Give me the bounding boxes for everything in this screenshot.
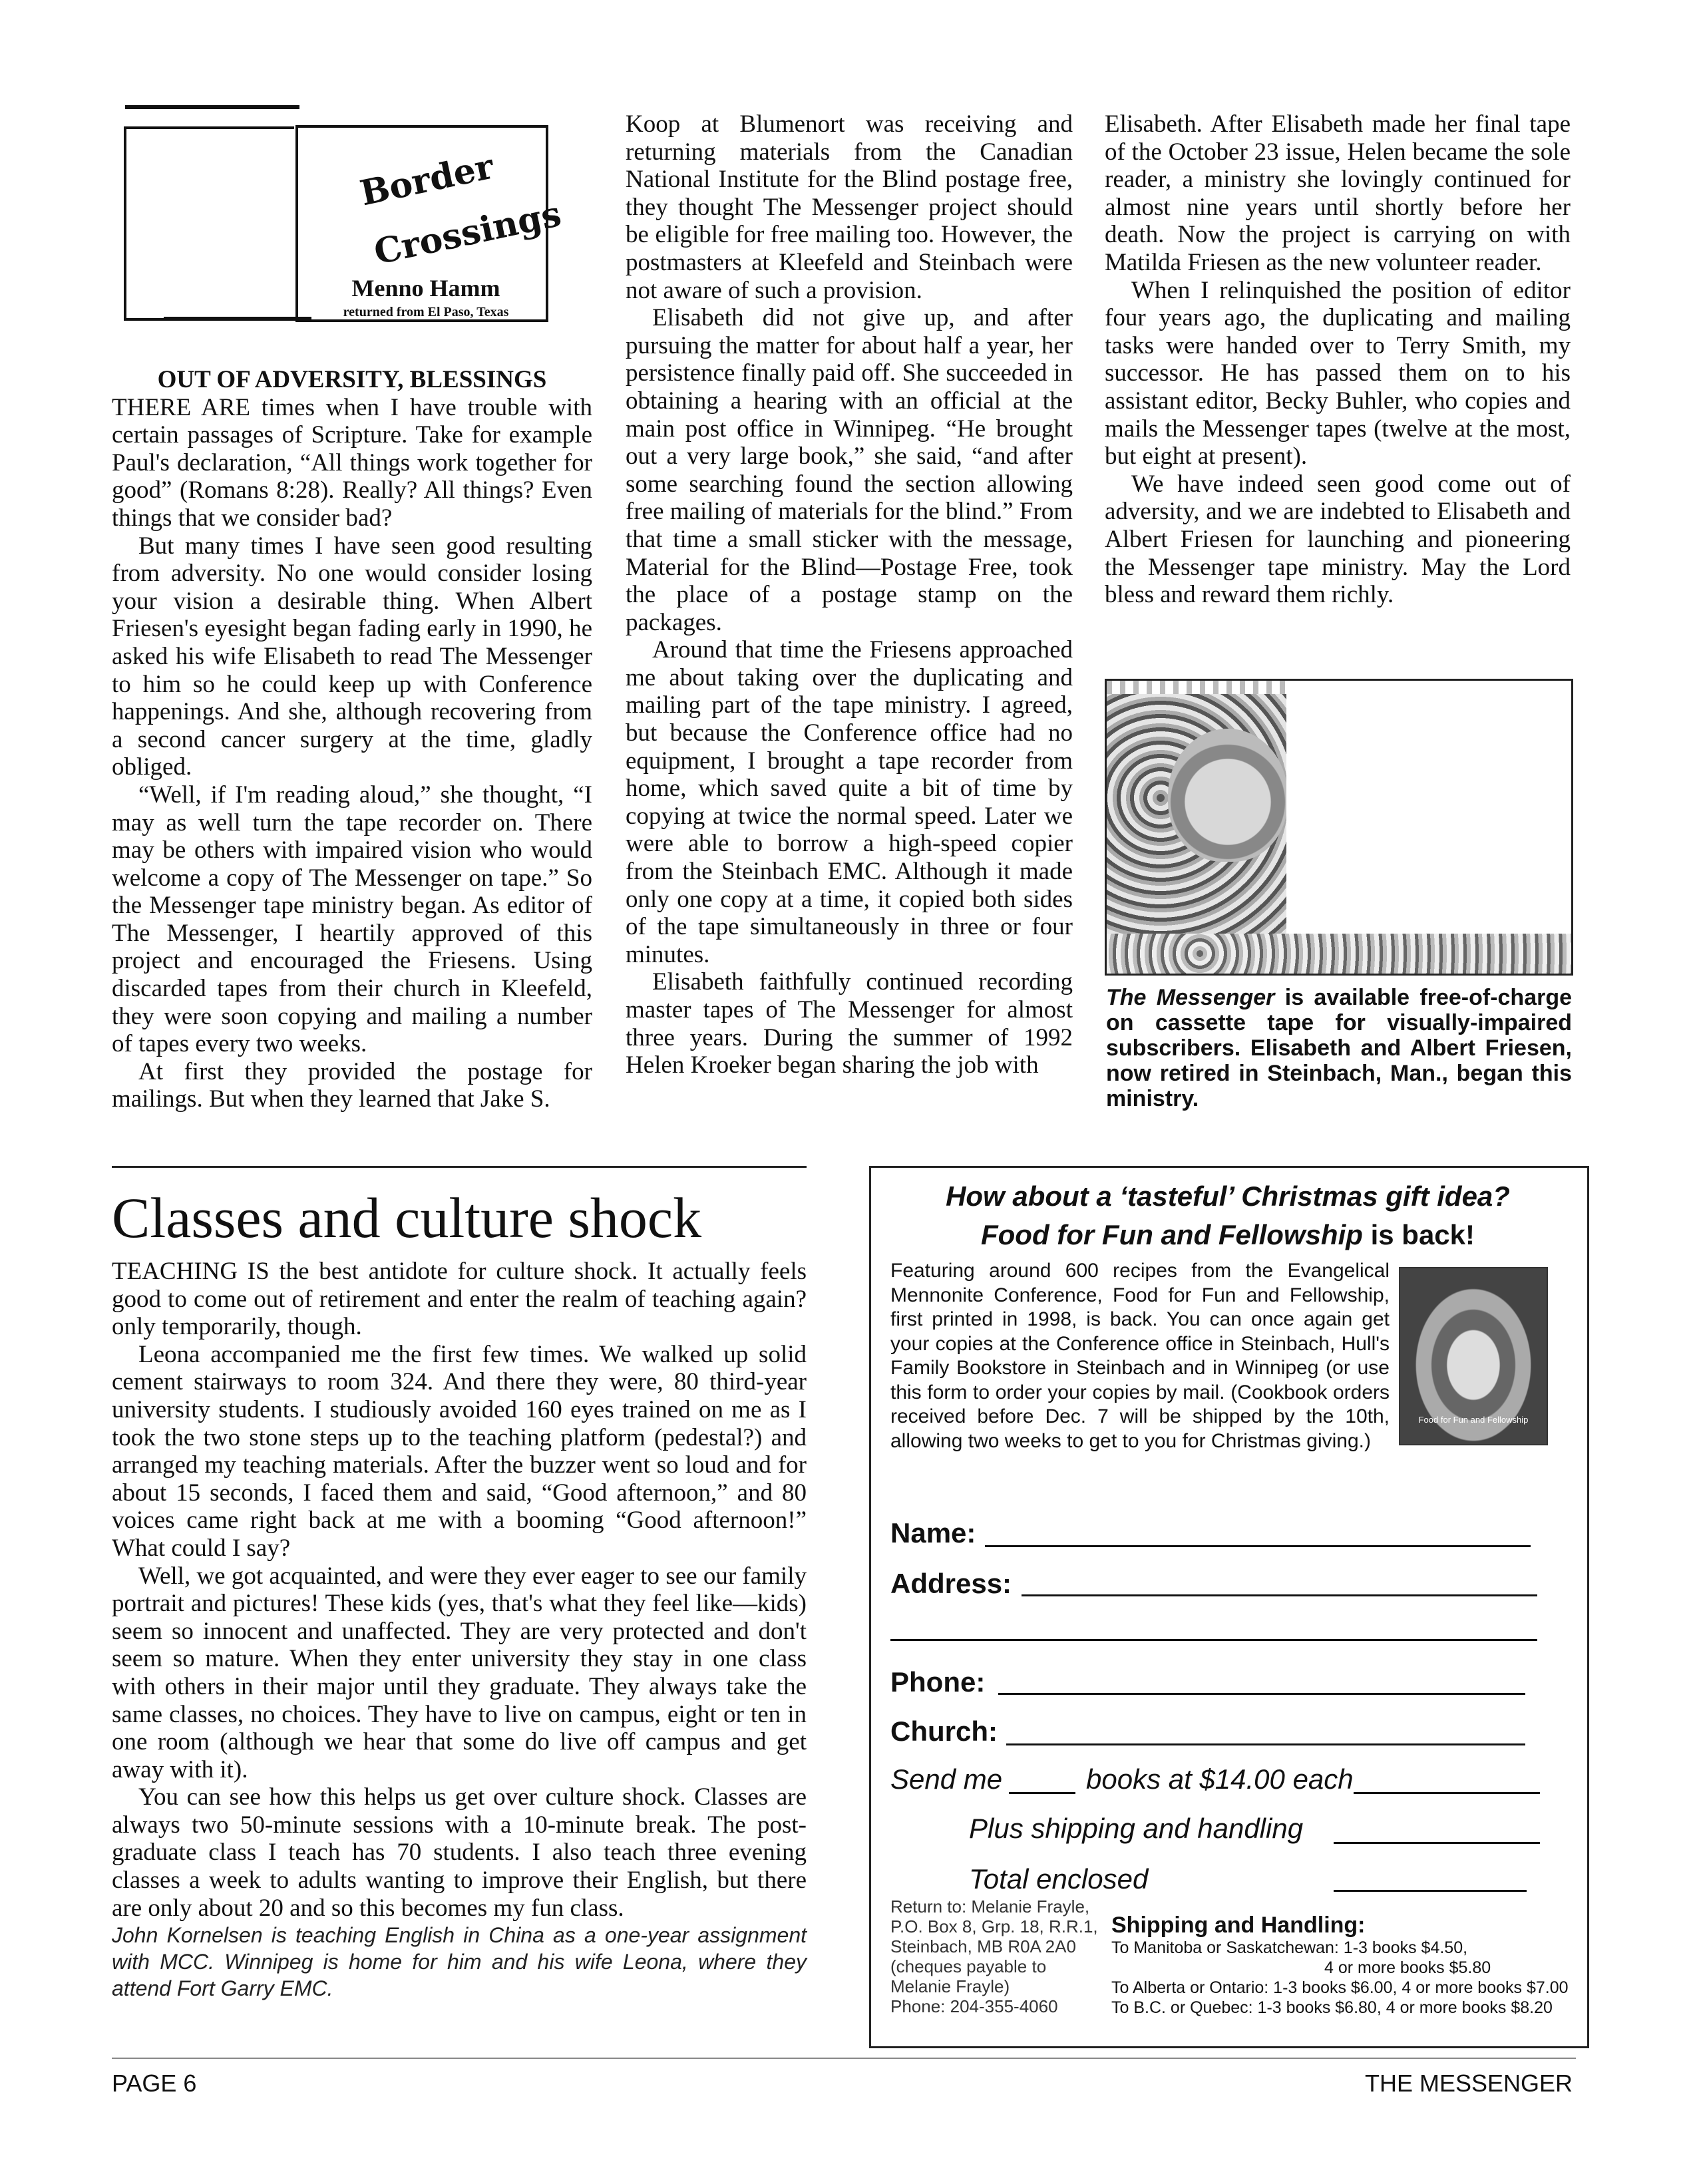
phone-label: Phone: xyxy=(890,1666,986,1698)
shipping-rate-line: To Alberta or Ontario: 1-3 books $6.00, 4 or more books $7.00 xyxy=(1111,1978,1569,1997)
address-field-line-2[interactable] xyxy=(890,1639,1537,1641)
article1-paragraph: “Well, if I'm reading aloud,” she thought, “I may as well turn the tape recorder on. There may be others with impaired vision who would welcome a copy of The Messenger on tape.” So the Messenger tape ministry began. As editor of The Messenger, I heartily approved of this project and encouraged the Friesens. Using discarded tapes from their church in Kleefeld, they were soon copying and mailing a number of tapes every two weeks. xyxy=(112,781,592,1058)
column-author: Menno Hamm xyxy=(351,275,500,301)
footer-rule xyxy=(112,2058,1576,2059)
logo-text-crossings: Crossings xyxy=(370,194,565,273)
article1-paragraph: Elisabeth faithfully continued recording master tapes of The Messenger for almost three years. During the summer of 1992 Helen Kroeker began sharing the job with xyxy=(626,968,1073,1079)
shipping-handling-label: Plus shipping and handling xyxy=(969,1813,1304,1844)
church-field[interactable] xyxy=(1006,1743,1525,1745)
shipping-rate-line: To Manitoba or Saskatchewan: 1-3 books $4.50, xyxy=(1111,1938,1468,1957)
logo-frame-inner-box xyxy=(124,126,294,321)
ad-headline-1: How about a ‘tasteful’ Christmas gift idea? xyxy=(946,1181,1510,1212)
article1-column-2 xyxy=(626,110,1073,1079)
article1-paragraph: THERE ARE times when I have trouble with certain passages of Scripture. Take for example Paul's declaration, “All things work together for good” (Romans 8:28). Really? All things? Even things that we consider bad? xyxy=(112,393,592,532)
shipping-field[interactable] xyxy=(1334,1842,1540,1844)
church-label: Church: xyxy=(890,1716,998,1747)
cookbook-cover-title: Food for Fun and Fellowship xyxy=(1418,1415,1529,1425)
article1-paragraph: We have indeed seen good come out of adversity, and we are indebted to Elisabeth and Albert Friesen for launching and pioneering the Messenger tape ministry. May the Lord bless and reward them richly. xyxy=(1105,470,1571,609)
logo-frame-top-bar xyxy=(125,105,299,109)
return-line: P.O. Box 8, Grp. 18, R.R.1, xyxy=(890,1916,1098,1936)
ad-headline-2 xyxy=(872,1219,1584,1251)
photo-caption-text: is available free-of-charge on cassette tape for visually-impaired subscribers. Elisabeth and Albert Friesen, now retired in Steinbach, Man., began this ministry. xyxy=(1106,985,1573,1111)
shipping-rates xyxy=(1111,1912,1577,2018)
total-field[interactable] xyxy=(1334,1890,1527,1892)
article2-body xyxy=(112,1258,807,2002)
return-line: Return to: Melanie Frayle, xyxy=(890,1897,1090,1916)
phone-field[interactable] xyxy=(998,1693,1525,1695)
article1-column-3 xyxy=(1105,110,1571,609)
logo-text-border: Border xyxy=(356,146,497,214)
send-me-label: Send me xyxy=(890,1763,1003,1795)
name-field[interactable] xyxy=(985,1545,1531,1547)
article2-top-rule xyxy=(112,1166,807,1168)
address-field[interactable] xyxy=(1022,1594,1537,1596)
article1-heading: OUT OF ADVERSITY, BLESSINGS xyxy=(157,366,547,393)
article2-title: Classes and culture shock xyxy=(112,1186,702,1250)
logo-frame-bottom-bar xyxy=(164,317,311,321)
article1-paragraph: Koop at Blumenort was receiving and returning materials from the Canadian National Institute for the Blind postage free, they thought The Messenger project should be eligible for free mailing too. However, the postmasters at Kleefeld and Steinbach were not aware of such a provision. xyxy=(626,110,1073,304)
cookbook-cover-image xyxy=(1399,1267,1548,1445)
article1-column-1 xyxy=(112,366,592,1113)
shipping-rate-line: 4 or more books $5.80 xyxy=(1324,1958,1491,1977)
footer-publication: THE MESSENGER xyxy=(1364,2070,1573,2097)
total-enclosed-label: Total enclosed xyxy=(969,1863,1149,1895)
article2-paragraph: Leona accompanied me the first few times. We walked up solid cement stairways to room 324. And there they were, 80 third-year university students. I studiously avoided 160 eyes trained on me as I took the two stone steps up to the teaching platform (pedestal?) and arranged my teaching materials. After the buzzer went so loud and for about 15 seconds, I faced them and said, “Good afternoon,” and 80 voices came right back at me with a booming “Good afternoon!” What could I say? xyxy=(112,1340,807,1562)
shipping-title: Shipping and Handling: xyxy=(1111,1912,1366,1938)
article1-paragraph: At first they provided the postage for mailings. But when they learned that Jake S. xyxy=(112,1057,592,1113)
photo-caption xyxy=(1106,985,1572,1111)
shipping-rate-line: To B.C. or Quebec: 1-3 books $6.80, 4 or more books $8.20 xyxy=(1111,1998,1553,2017)
article2-paragraph: You can see how this helps us get over culture shock. Classes are always two 50-minute sessions with a 10-minute break. The post-graduate class I teach has 70 students. I also teach three evening classes a week to adults wanting to improve their English, but there are only about 20 and so this becomes my fun class. xyxy=(112,1783,807,1922)
article1-paragraph: Around that time the Friesens approached me about taking over the duplicating and mailing part of the tape ministry. I agreed, but because the Conference office had no equipment, I brought a tape recorder from home, which saved quite a bit of time by copying at twice the normal speed. Later we were able to borrow a high-speed copier from the Steinbach EMC. Although it made only one copy at a time, it copied both sides of the tape simultaneously in three or four minutes. xyxy=(626,636,1073,968)
photo-caption-title: The Messenger xyxy=(1106,985,1275,1010)
quantity-field[interactable] xyxy=(1009,1792,1075,1794)
article2-paragraph: TEACHING IS the best antidote for culture shock. It actually feels good to come out of retirement and enter the realm of teaching again?only temporarily, though. xyxy=(112,1258,807,1341)
article1-paragraph: Elisabeth. After Elisabeth made her final tape of the October 23 issue, Helen became the sole reader, a ministry she lovingly continued for almost nine years until shortly before her death. Now the project is carrying on with Matilda Friesen as the new volunteer reader. xyxy=(1105,110,1571,276)
article1-paragraph: But many times I have seen good resulting from adversity. No one would consider losing your vision a desirable thing. When Albert Friesen's eyesight began fading early in 1990, he asked his wife Elisabeth to read The Messenger to him so he could keep up with Conference happenings. And she, although recovering from a second cancer surgery at the time, gladly obliged. xyxy=(112,532,592,781)
ad-headline-2-rest: is back! xyxy=(1362,1219,1475,1250)
books-subtotal-field[interactable] xyxy=(1354,1792,1540,1794)
ad-headline-2-title: Food for Fun and Fellowship xyxy=(980,1219,1363,1250)
return-line: (cheques payable to xyxy=(890,1956,1047,1976)
article2-bio: John Kornelsen is teaching English in China as a one-year assignment with MCC. Winnipeg is home for him and his wife Leona, where they attend Fort Garry EMC. xyxy=(112,1923,807,2001)
name-label: Name: xyxy=(890,1517,976,1548)
return-line: Melanie Frayle) xyxy=(890,1976,1010,1996)
footer-page-number: PAGE 6 xyxy=(112,2070,197,2097)
books-price-label: books at $14.00 each xyxy=(1086,1763,1354,1795)
return-line: Phone: 204-355-4060 xyxy=(890,1996,1058,2016)
photo-frame xyxy=(1105,679,1573,976)
article1-paragraph: Elisabeth did not give up, and after pursuing the matter for about half a year, her persistence finally paid off. She succeeded in obtaining a hearing with an official at the main post office in Winnipeg. “He brought out a very large book,” she said, “and after some searching found the section allowing free mailing of materials for the blind.” From that time a small sticker with the message, Material for the Blind—Postage Free, took the place of a postage stamp on the packages. xyxy=(626,304,1073,636)
column-author-sub: returned from El Paso, Texas xyxy=(343,305,509,319)
article1-paragraph: When I relinquished the position of editor four years ago, the duplicating and mailing tasks were handed over to Terry Smith, my successor. He has passed them on to his assistant editor, Becky Buhler, who copies and mails the Messenger tapes (twelve at the most, but eight at present). xyxy=(1105,276,1571,470)
address-label: Address: xyxy=(890,1568,1012,1599)
return-address xyxy=(890,1897,1110,2016)
photo-foliage-bottom xyxy=(1107,934,1573,974)
photo-blank-area xyxy=(1286,681,1573,934)
article2-paragraph: Well, we got acquainted, and were they ever eager to see our family portrait and pictures! These kids (yes, that's what they feel like—kids) seem so innocent and unaffected. They are very protected and don't seem so mature. When they enter university they stay in one class with others in their major until they graduate. They always take the same classes, no choices. They have to live on campus, eight or ten in one room (although we hear that some do live off campus and get away with it). xyxy=(112,1562,807,1783)
ad-body: Featuring around 600 recipes from the Evangelical Mennonite Conference, Food for Fun and Fellowship, first printed in 1998, is back. You can once again get your copies at the Conference office in Steinbach, Hull's Family Bookstore in Steinbach and in Winnipeg (or use this form to order your copies by mail. (Cookbook orders received before Dec. 7 will be shipped by the 10th, allowing two weeks to get to you for Christmas giving.) xyxy=(890,1260,1390,1452)
photo-face xyxy=(1168,729,1288,862)
return-line: Steinbach, MB R0A 2A0 xyxy=(890,1936,1076,1956)
